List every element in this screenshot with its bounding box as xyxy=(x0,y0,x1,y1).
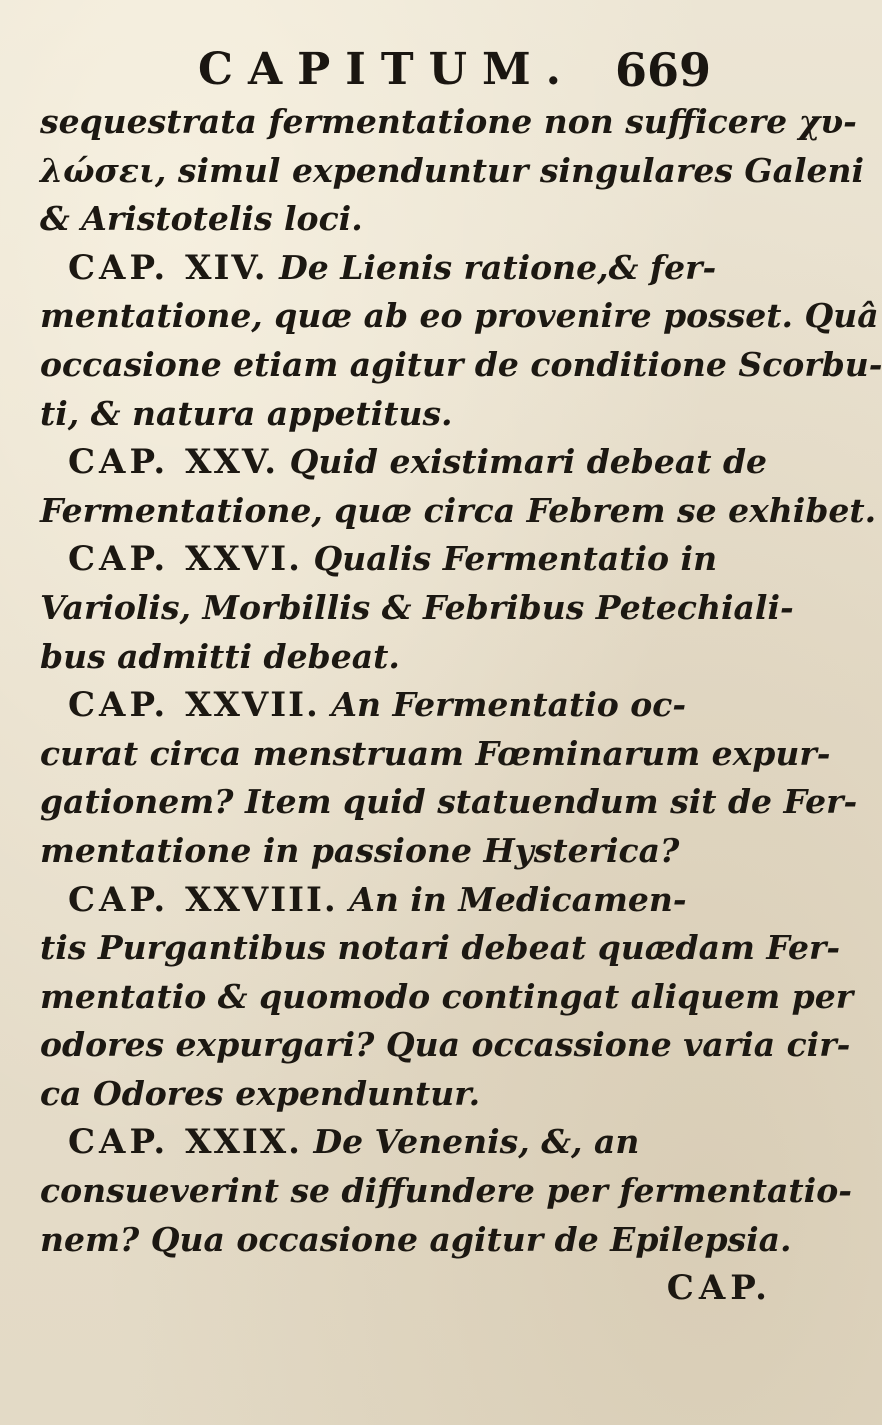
text-line: consueverint se diffundere per fermentatio- xyxy=(40,1171,852,1211)
text-line: mentatione, quæ ab eo provenire posset. Quâ xyxy=(40,296,879,336)
chapter-label: CAP. XXVII. xyxy=(68,685,320,726)
text-line: gationem? Item quid statuendum sit de Fer- xyxy=(40,782,858,822)
text-line: & Aristotelis loci. xyxy=(40,199,363,239)
chapter-number: XXV. xyxy=(185,442,279,483)
chapter-description: Qualis Fermentatio in xyxy=(313,539,718,579)
catchword: CAP. xyxy=(666,1268,772,1309)
chapter-description: An Fermentatio oc- xyxy=(331,685,687,725)
chapter-label: CAP. XXIX. xyxy=(68,1122,302,1163)
running-title: CAPITUM. xyxy=(198,44,576,95)
text-line: λώσει, simul expenduntur singulares Galeni xyxy=(40,150,865,190)
chapter-label: CAP. XXVI. xyxy=(68,539,302,580)
text-line: mentatio & quomodo contingat aliquem per xyxy=(40,976,854,1016)
chapter-entry-heading xyxy=(40,876,780,925)
chapter-number: XIV. xyxy=(185,247,268,288)
text-line: Variolis, Morbillis & Febribus Petechiali- xyxy=(40,587,794,627)
chapter-label: CAP. XXVIII. xyxy=(68,879,338,920)
catchword-line xyxy=(40,1264,780,1313)
text-line: ca Odores expenduntur. xyxy=(40,1073,481,1113)
chapter-entry-heading xyxy=(40,1118,780,1167)
text-line: sequestrata fermentatione non sufficere χυ- xyxy=(40,102,857,141)
chapter-entry-heading xyxy=(40,438,780,487)
chapter-number: XXVI. xyxy=(185,539,302,580)
chapter-number: XXVIII. xyxy=(185,879,338,920)
chapter-label: CAP. XIV. xyxy=(68,247,268,288)
text-line: ti, & natura appetitus. xyxy=(40,393,453,433)
chapter-number: XXIX. xyxy=(185,1122,302,1163)
text-line: bus admitti debeat. xyxy=(40,636,400,676)
page-number: 669 xyxy=(615,43,712,97)
text-line: curat circa menstruam Fœminarum expur- xyxy=(40,733,831,773)
text-line: occasione etiam agitur de conditione Scorbu- xyxy=(40,344,882,384)
chapter-entry-heading xyxy=(40,535,780,584)
text-line: Fermentatione, quæ circa Febrem se exhibet. xyxy=(40,490,877,530)
text-line: tis Purgantibus notari debeat quædam Fer- xyxy=(40,928,841,968)
text-line: mentatione in passione Hysterica? xyxy=(40,830,680,870)
chapter-description: De Lienis ratione,& fer- xyxy=(279,247,717,287)
chapter-entry-heading xyxy=(40,681,780,730)
table-of-chapters xyxy=(40,98,882,1313)
chapter-number: XXVII. xyxy=(185,685,320,726)
chapter-entry-heading xyxy=(40,244,780,293)
chapter-description: De Venenis, &, an xyxy=(313,1122,640,1162)
chapter-description: Quid existimari debeat de xyxy=(289,442,768,482)
text-line: odores expurgari? Qua occassione varia cir- xyxy=(40,1025,851,1065)
chapter-label: CAP. XXV. xyxy=(68,442,279,483)
chapter-description: An in Medicamen- xyxy=(349,879,687,919)
text-line: nem? Qua occasione agitur de Epilepsia. xyxy=(40,1219,792,1259)
